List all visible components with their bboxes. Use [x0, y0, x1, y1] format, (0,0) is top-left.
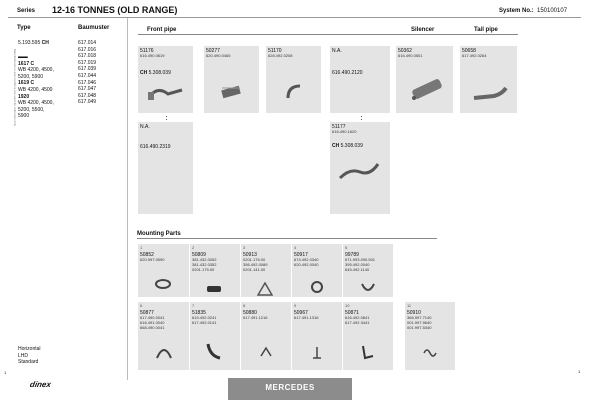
- part-card[interactable]: [266, 46, 321, 113]
- type-reference: 5.193.595 CH: [18, 40, 49, 46]
- type-wheelbase: 5900: [18, 113, 30, 120]
- part-number: 50880: [243, 310, 257, 316]
- baumuster-item: 617.014: [78, 40, 97, 46]
- system-number-value: 150100107: [537, 8, 568, 14]
- part-number: 51835: [192, 310, 206, 316]
- mounting-parts-heading: Mounting Parts: [137, 231, 181, 237]
- part-number: 51177: [332, 124, 346, 130]
- clamp-image: [154, 346, 174, 360]
- page-number-right: 1: [578, 369, 581, 374]
- connector-dot: [361, 119, 362, 120]
- mounting-parts-divider: [137, 238, 437, 239]
- baumuster-item: 617.039: [78, 66, 97, 73]
- oe-number: 616.492.0841: [345, 315, 370, 320]
- part-number: 50809: [192, 252, 206, 258]
- vehicle-type-panel: [8, 18, 128, 380]
- oe-number: 620.490.0465: [206, 53, 231, 58]
- bolt-image: [310, 346, 324, 360]
- oe-number: 381.432.0052: [192, 257, 217, 262]
- drive-side-label: LHD: [18, 352, 29, 359]
- oe-number: 617.492.0264: [462, 53, 487, 58]
- part-number: N.A.: [140, 124, 150, 130]
- tail-pipe-heading: Tail pipe: [474, 27, 498, 33]
- baumuster-item: 617.048: [78, 92, 97, 99]
- clamp-image: [154, 278, 172, 290]
- front-pipe-divider: [138, 34, 518, 35]
- ch-reference: CH 5.308.039: [332, 143, 363, 149]
- mounting-card[interactable]: [241, 302, 291, 370]
- part-card[interactable]: [330, 46, 390, 113]
- hanger-image: [204, 342, 224, 360]
- oe-number: 617.491.1216: [243, 315, 268, 320]
- front-pipe-image: [336, 158, 384, 184]
- baumuster-item: 617.047: [78, 86, 97, 93]
- page-header: [8, 4, 581, 18]
- ch-reference-icon: CH: [41, 40, 49, 46]
- part-number: 50871: [345, 310, 359, 316]
- oe-number: 616.490.0619: [140, 53, 165, 58]
- part-card[interactable]: [396, 46, 453, 113]
- pipe-connector-image: [282, 80, 306, 104]
- oe-number: 616.490.2120: [332, 70, 363, 76]
- baumuster-list: [78, 40, 96, 106]
- part-number: N.A.: [332, 48, 342, 54]
- item-index: 7: [192, 303, 195, 308]
- series-label: Series: [17, 8, 36, 14]
- config-footer: [18, 346, 41, 366]
- oe-number: 617.492.3441: [345, 319, 370, 325]
- mounting-card[interactable]: [343, 302, 393, 370]
- dimension-icon: ▬▬: [18, 54, 28, 60]
- oe-number: 356.492.0089: [243, 261, 268, 267]
- oe-number: 628.492.0208: [268, 53, 293, 58]
- side-disclaimer: Manufactured or part numbers are used for reference only: [13, 49, 17, 127]
- item-index: 8: [243, 303, 246, 308]
- part-number: 50913: [243, 252, 257, 258]
- bracket-image: [359, 282, 377, 296]
- type-model: 1617 C: [18, 60, 35, 67]
- mounting-card[interactable]: [190, 302, 240, 370]
- page-number-left: 1: [4, 370, 7, 375]
- type-column-header: Type: [17, 25, 31, 31]
- baumuster-item: 617.016: [78, 46, 97, 53]
- oe-number: 366.997.7140: [407, 315, 432, 320]
- silencer-heading: Silencer: [411, 27, 435, 33]
- item-index: 3: [243, 245, 246, 250]
- dinex-logo: dinex: [29, 380, 52, 389]
- bolt-image: [259, 346, 273, 358]
- make-label: MERCEDES: [265, 383, 315, 392]
- type-wheelbase: 5200, 5900: [18, 73, 44, 80]
- baumuster-item: 617.044: [78, 72, 97, 79]
- oe-number: 0201.141.00: [243, 266, 266, 272]
- oe-number: 616.490.1620: [332, 129, 357, 134]
- part-number: 50658: [462, 48, 476, 54]
- oe-number: 645.492.1140: [345, 266, 370, 272]
- silencer-image: [404, 76, 448, 106]
- baumuster-item: 617.019: [78, 59, 97, 66]
- type-model: 1619 C: [18, 80, 35, 87]
- oe-number: 617.490.0041: [140, 315, 165, 320]
- baumuster-item: 617.046: [78, 79, 97, 86]
- front-pipe-heading: Front pipe: [147, 27, 177, 33]
- part-card[interactable]: [138, 46, 193, 113]
- item-index: 11: [407, 303, 412, 308]
- ch-reference: CH 5.308.039: [140, 70, 171, 76]
- oe-number: 668.490.0041: [140, 324, 165, 330]
- mounting-card[interactable]: [343, 244, 393, 297]
- item-index: 1: [140, 245, 143, 250]
- oe-number: 001.997.5340: [407, 324, 432, 330]
- part-number: 50852: [140, 252, 154, 258]
- oe-number: 617.492.0141: [192, 319, 217, 325]
- oe-number: 619.492.0241: [192, 315, 217, 320]
- item-index: 5: [345, 245, 348, 250]
- part-number: 50967: [294, 310, 308, 316]
- part-number: 50362: [398, 48, 412, 54]
- clamp-image: [308, 280, 326, 294]
- part-number: 51176: [140, 48, 154, 54]
- system-number-label: System No.:: [499, 8, 534, 14]
- part-number: 50877: [140, 310, 154, 316]
- mounting-card[interactable]: [292, 302, 342, 370]
- part-card[interactable]: [204, 46, 259, 113]
- part-number: 99789: [345, 252, 359, 258]
- oe-number: 671.993.090.501: [345, 257, 376, 262]
- item-index: 4: [294, 245, 297, 250]
- connector-dot: [361, 116, 362, 117]
- rubber-mount-image: [204, 284, 224, 294]
- oe-number: 620.997.0590: [140, 257, 165, 262]
- baumuster-item: 617.018: [78, 53, 97, 60]
- part-number: 50910: [407, 310, 421, 316]
- spring-image: [421, 346, 439, 360]
- oe-number: 0201.175.00: [192, 266, 215, 272]
- front-pipe-image: [146, 80, 188, 104]
- item-index: 9: [294, 303, 297, 308]
- mounting-card[interactable]: [138, 244, 189, 297]
- oe-number: 616.490.0501: [398, 53, 423, 58]
- item-index: 10: [345, 303, 350, 308]
- type-list: [18, 54, 54, 120]
- oe-number: 620.492.0040: [294, 261, 319, 267]
- mounting-card[interactable]: [190, 244, 240, 297]
- connector-dot: [166, 116, 167, 117]
- baumuster-item: 617.049: [78, 99, 97, 106]
- oe-number: 0201.176.00: [243, 257, 266, 262]
- mounting-card[interactable]: [138, 302, 189, 370]
- part-card[interactable]: [138, 122, 193, 214]
- item-index: 6: [140, 303, 143, 308]
- type-wheelbase: WB 4200, 4500,: [18, 67, 54, 74]
- part-number: 50277: [206, 48, 220, 54]
- type-wheelbase: WB 4200, 4500,: [18, 100, 54, 107]
- part-number: 51170: [268, 48, 282, 54]
- oe-number: 395.492.0040: [345, 261, 370, 267]
- ch-reference-icon: CH: [140, 70, 148, 76]
- oe-number: 616.491.0040: [140, 319, 165, 325]
- tail-pipe-image: [470, 84, 510, 104]
- orientation-label: Horizontal: [18, 346, 41, 352]
- type-wheelbase: WB 4200, 4500: [18, 86, 53, 93]
- oe-number: 616.490.2319: [140, 144, 171, 150]
- baumuster-column-header: Baumuster: [78, 25, 110, 31]
- part-card[interactable]: [330, 122, 390, 214]
- variant-label: Standard: [18, 359, 39, 366]
- flex-pipe-image: [216, 80, 246, 104]
- part-card[interactable]: [460, 46, 517, 113]
- oe-number: 001.997.9640: [407, 319, 432, 325]
- type-wheelbase: 5200, 5500,: [18, 106, 45, 113]
- part-number: 50917: [294, 252, 308, 258]
- oe-number: 674.492.0340: [294, 257, 319, 262]
- hanger-image: [359, 344, 377, 360]
- connector-dot: [166, 119, 167, 120]
- type-model: 1920: [18, 93, 30, 100]
- ch-reference-icon: CH: [332, 143, 340, 149]
- oe-number: 381.432.0352: [192, 261, 217, 267]
- series-value: 12-16 TONNES (OLD RANGE): [52, 5, 178, 15]
- mounting-card[interactable]: [241, 244, 291, 297]
- mounting-card[interactable]: [405, 302, 455, 370]
- oe-number: 617.491.1316: [294, 315, 319, 320]
- mounting-card[interactable]: [292, 244, 342, 297]
- gasket-image: [257, 282, 273, 296]
- item-index: 2: [192, 245, 195, 250]
- make-banner: [228, 378, 352, 400]
